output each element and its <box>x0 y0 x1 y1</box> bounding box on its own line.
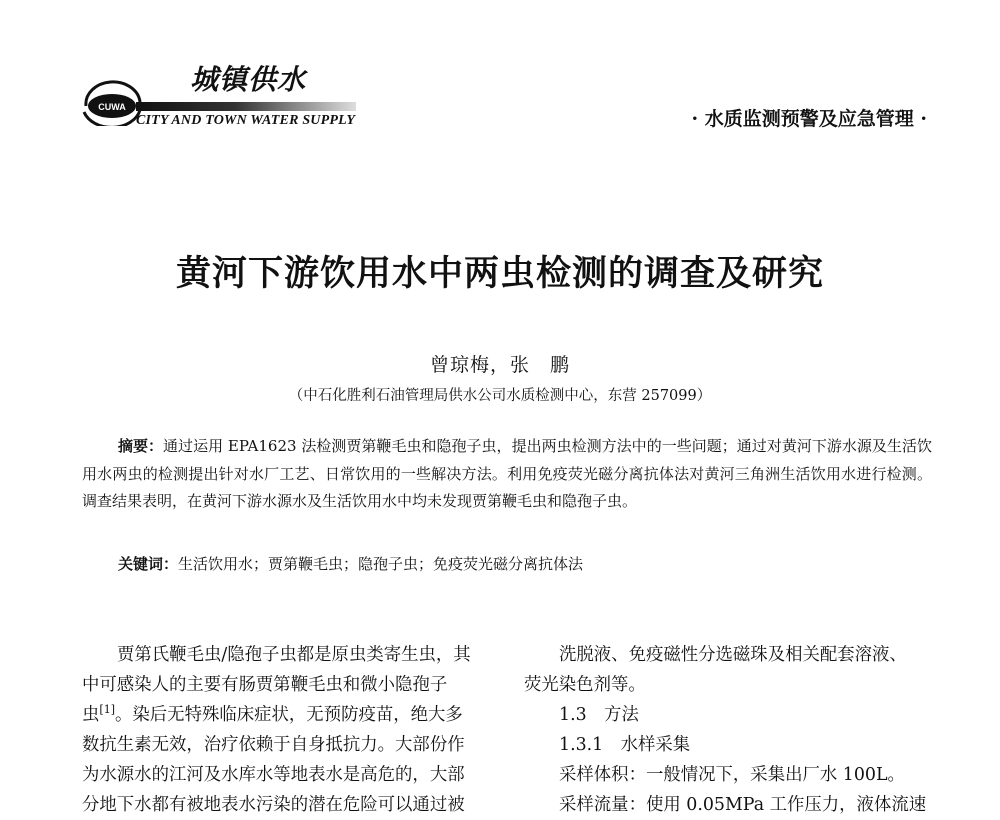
logo-chinese-text: 城镇供水 <box>190 63 307 96</box>
body-line <box>82 700 494 730</box>
article-authors: 曾琼梅，张 鹏 <box>429 354 570 376</box>
abstract <box>82 433 932 516</box>
body-line: 洗脱液、免疫磁性分选磁珠及相关配套溶液、 <box>559 645 907 665</box>
body-line: 中可感染人的主要有肠贾第鞭毛虫和微小隐孢子 <box>82 675 448 695</box>
section-heading-1-3-1: 1.3.1 水样采集 <box>559 735 691 755</box>
keywords-text: 生活饮用水；贾第鞭毛虫；隐孢子虫；免疫荧光磁分离抗体法 <box>178 555 584 573</box>
logo-badge: CUWA <box>98 102 126 112</box>
section-heading-1-3: 1.3 方法 <box>559 705 639 725</box>
body-line-text: 。染后无特殊临床症状，无预防疫苗，绝大多 <box>115 705 463 725</box>
abstract-text: 通过运用 EPA1623 法检测贾第鞭毛虫和隐孢子虫，提出两虫检测方法中的一些问题；通过对黄河下游水源及生活饮用水两虫的检测提出针对水厂工艺、日常饮用的一些解决方法。利用免疫荧光磁分离抗体法对黄河三角洲生活饮用水进行检测。调查结果表明，在黄河下游水源水及生活饮用水中均未发现贾第鞭毛虫和隐孢子虫。 <box>82 437 932 510</box>
logo-gradient-bar <box>136 102 356 111</box>
body-line: 数抗生素无效，治疗依赖于自身抵抗力。大部份作 <box>82 735 465 755</box>
body-line: 贾第氏鞭毛虫/隐孢子虫都是原虫类寄生虫，其 <box>117 645 471 665</box>
abstract-label: 摘要： <box>118 437 164 455</box>
keywords-label: 关键词： <box>118 555 179 573</box>
reference-marker[interactable]: [1] <box>99 703 115 717</box>
body-line: 分地下水都有被地表水污染的潜在危险可以通过被 <box>82 795 465 815</box>
keywords <box>118 551 583 578</box>
body-line: 采样体积：一般情况下，采集出厂水 100L。 <box>559 765 905 785</box>
section-header: · 水质监测预警及应急管理 · <box>691 108 927 130</box>
logo-english-text: CITY AND TOWN WATER SUPPLY <box>136 113 356 128</box>
body-line: 采样流量：使用 0.05MPa 工作压力，液体流速 <box>559 795 927 815</box>
body-right-column <box>524 640 936 820</box>
cuwa-logo-mark <box>82 76 144 126</box>
body-line: 荧光染色剂等。 <box>524 675 646 695</box>
body-line-text: 虫 <box>82 705 100 725</box>
body-left-column <box>82 640 494 820</box>
body-line: 为水源水的江河及水库水等地表水是高危的，大部 <box>82 765 465 785</box>
article-title: 黄河下游饮用水中两虫检测的调查及研究 <box>175 253 824 294</box>
article-affiliation: （中石化胜利石油管理局供水公司水质检测中心，东营 257099） <box>288 388 712 404</box>
